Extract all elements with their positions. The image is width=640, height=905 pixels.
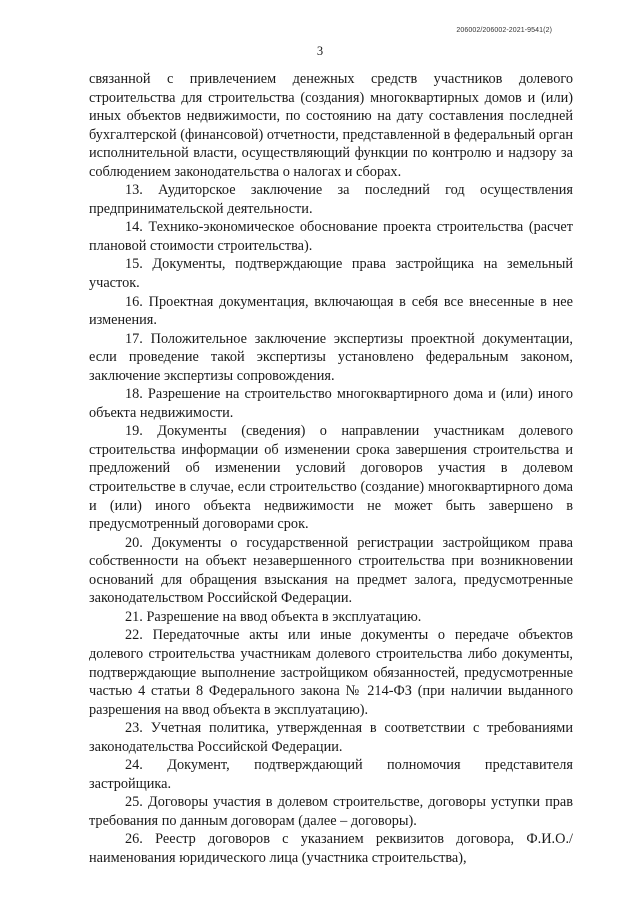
paragraph-item-26: 26. Реестр договоров с указанием реквизитов договора, Ф.И.О./наименования юридического лица (участника строительства), [89, 831, 573, 866]
paragraph-item-25: 25. Договоры участия в долевом строительстве, договоры уступки прав требования по данным договорам (далее – договоры). [89, 794, 573, 829]
paragraph-item-15: 15. Документы, подтверждающие права застройщика на земельный участок. [89, 256, 573, 292]
paragraph-item-21: 21. Разрешение на ввод объекта в эксплуатацию. [125, 608, 422, 625]
paragraph-item-23: 23. Учетная политика, утвержденная в соответствии с требованиями законодательства Российской Федерации. [89, 720, 573, 755]
page-number: 3 [316, 44, 324, 58]
paragraph-continuation: связанной с привлечением денежных средств участников долевого строительства для строительства (создания) многоквартирных домов и (или) иных объектов недвижимости, по состоянию на дату составления последней бухгалтерской (финансовой) отчетности, представленной в федеральный орган исполнительной власти, осуществляющий функции по контролю и надзору за соблюдением законодательства о налогах и сборах. [89, 71, 573, 180]
paragraph-item-17: 17. Положительное заключение экспертизы проектной документации, если проведение такой экспертизы установлено федеральным законом, заключение экспертизы сопровождения. [89, 330, 573, 384]
paragraph-item-19: 19. Документы (сведения) о направлении участникам долевого строительства информации об изменении срока завершения строительства и предложений об изменении условий договоров участия в долевом строительстве в случае, если строительство (создание) многоквартирного дома и (или) иного объекта недвижимости не может быть завершено в предусмотренный договорами срок. [89, 423, 573, 533]
paragraph-item-14: 14. Технико-экономическое обоснование проекта строительства (расчет плановой стоимости строительства). [89, 219, 573, 254]
document-code: 206002/206002-2021-9541(2) [456, 27, 552, 34]
paragraph-item-13: 13. Аудиторское заключение за последний год осуществления предпринимательской деятельности. [89, 182, 573, 217]
paragraph-item-24: 24. Документ, подтверждающий полномочия представителя застройщика. [89, 757, 573, 792]
paragraph-item-20: 20. Документы о государственной регистрации застройщиком права собственности на объект незавершенного строительства при возникновении оснований для обращения взыскания на предмет залога, предусмотренные законодательством Российской Федерации. [89, 534, 573, 607]
paragraph-item-16: 16. Проектная документация, включающая в себя все внесенные в нее изменения. [89, 293, 573, 329]
paragraph-item-22: 22. Передаточные акты или иные документы о передаче объектов долевого строительства участникам долевого строительства либо документы, подтверждающие выполнение застройщиком обязанностей, предусмотренные частью 4 статьи 8 Федерального закона № 214-ФЗ (при наличии выданного разрешения на ввод объекта в эксплуатацию). [89, 627, 573, 718]
document-body [89, 70, 573, 868]
paragraph-item-18: 18. Разрешение на строительство многоквартирного дома и (или) иного объекта недвижимости. [89, 386, 573, 421]
